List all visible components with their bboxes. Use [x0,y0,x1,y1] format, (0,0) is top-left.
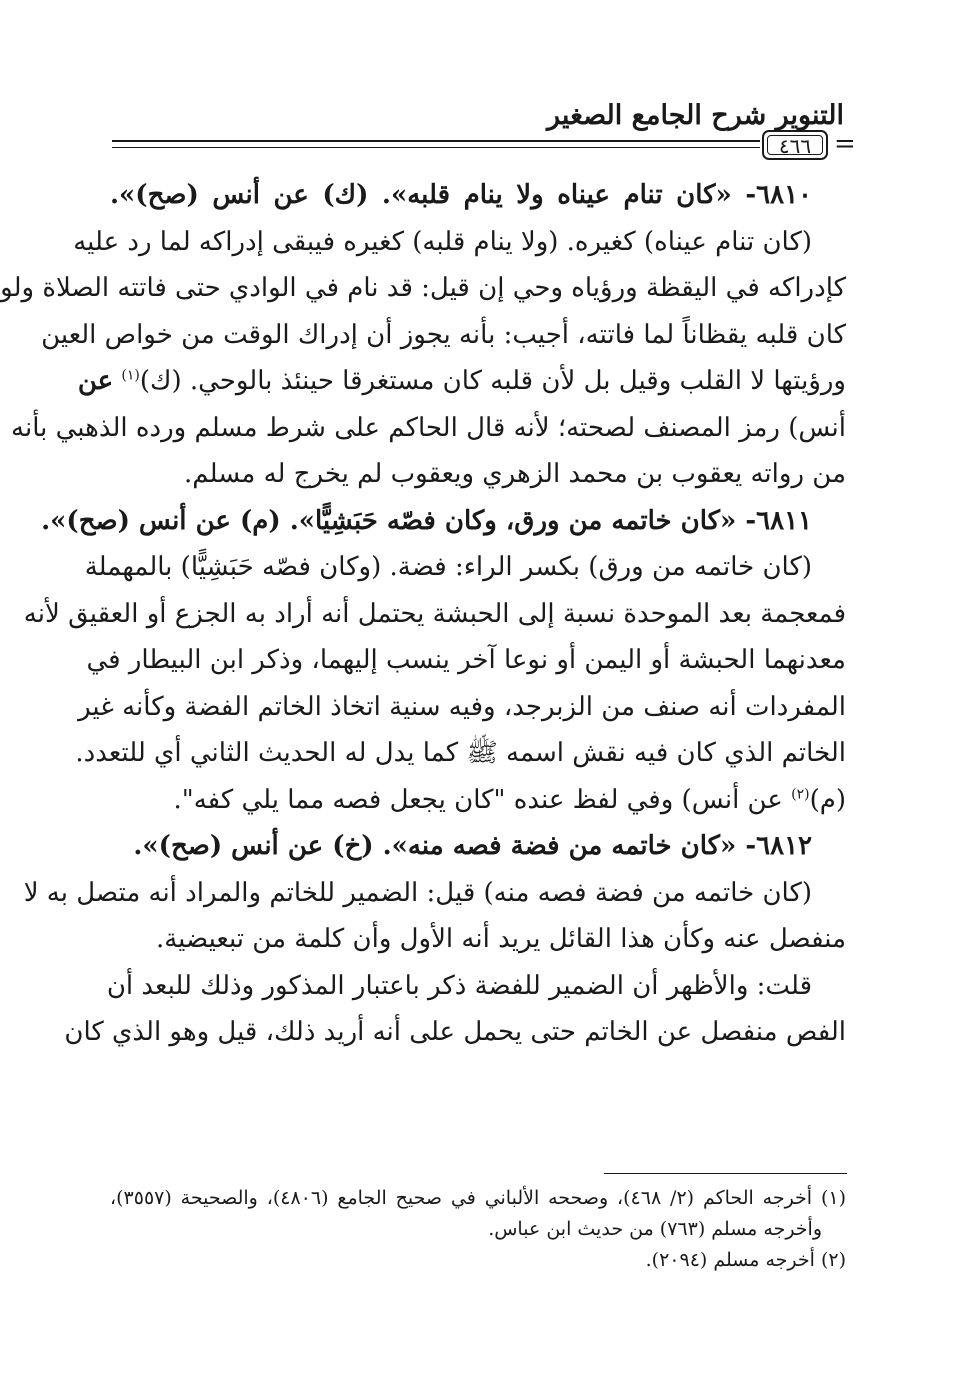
text-line: من رواته يعقوب بن محمد الزهري ويعقوب لم يخرج له مسلم. [184,459,846,489]
text-line: (كان تنام عيناه) كغيره. (ولا ينام قلبه) كغيره فيبقى إدراكه لما رد عليه [73,226,812,257]
hadith-heading-6810: ٦٨١٠- «كان تنام عيناه ولا ينام قلبه». (ك) عن أنس (صح)». [110,180,812,210]
hadith-heading-6811: ٦٨١١- «كان خاتمه من ورق، وكان فصّه حَبَشِيًّا». (م) عن أنس (صح)». [41,505,812,536]
main-text [0,172,846,1056]
text-line: كان قلبه يقظاناً لما فاتته، أجيب: بأنه يجوز أن إدراك الوقت من خواص العين [41,319,846,350]
text-line: فمعجمة بعد الموحدة نسبة إلى الحبشة يحتمل أنه أراد به الجزع أو العقيق لأنه [23,598,846,629]
text-line: أنس) رمز المصنف لصحته؛ لأنه قال الحاكم على شرط مسلم ورده الذهبي بأنه [11,412,846,443]
text-line [77,358,846,405]
text-segment: عن أنس) وفي لفظ عنده "كان يجعل فصه مما يلي كفه". [173,784,783,815]
book-page [2,0,959,1381]
text-segment: ورؤيتها لا القلب وقيل بل لأن قلبه كان مستغرقا حينئذ بالوحي. (ك) [139,366,846,396]
text-segment: عن [77,366,114,396]
page-number: ٤٦٦ [778,134,812,158]
text-line: (كان خاتمه من فضة فصه منه) قيل: الضمير للخاتم والمراد أنه متصل به لا [23,877,812,908]
footnote-marker: (٢) [791,785,810,802]
text-line: الخاتم الذي كان فيه نقش اسمه ﷺ كما يدل له الحديث الثاني أي للتعدد. [75,738,846,768]
text-line: قلت: والأظهر أن الضمير للفضة ذكر باعتبار المذكور وذلك للبعد أن [106,970,812,1001]
running-title: التنوير شرح الجامع الصغير [547,100,844,131]
text-line [110,777,846,824]
text-segment: (م) [809,784,846,815]
text-line: (كان خاتمه من ورق) بكسر الراء: فضة. (وكان فصّه حَبَشِيًّا) بالمهملة [84,552,812,582]
footnote-1: (١) أخرجه الحاكم (٢/ ٤٦٨)، وصححه الألباني في صحيح الجامع (٤٨٠٦)، والصحيحة (٣٥٥٧)، [110,1187,846,1209]
footnote-2: (٢) أخرجه مسلم (٢٠٩٤). [645,1249,846,1271]
text-line: الفص منفصل عن الخاتم حتى يحمل على أنه أريد ذلك، قيل وهو الذي كان [64,1017,846,1047]
footnote-separator [604,1173,847,1174]
footnotes [110,1183,846,1276]
header-rule-thin [112,147,760,148]
footnote-marker: (١) [121,367,140,384]
text-line: معدنهما الحبشة أو اليمن أو نوعا آخر ينسب إليهما، وذكر ابن البيطار في [86,645,846,675]
header-rule-thick [112,140,760,142]
page-number-frame [762,130,828,160]
hadith-heading-6812: ٦٨١٢- «كان خاتمه من فضة فصه منه». (خ) عن أنس (صح)». [133,831,812,861]
text-line: منفصل عنه وكأن هذا القائل يريد أنه الأول وأن كلمة من تبعيضية. [155,924,846,954]
text-line: كإدراكه في اليقظة ورؤياه وحي إن قيل: قد نام في الوادي حتى فاتته الصلاة ولو [0,273,846,303]
footnote-1-continuation: وأخرجه مسلم (٧٦٣) من حديث ابن عباس. [488,1218,822,1240]
header-mark: = [834,129,856,159]
text-line: المفردات أنه صنف من الزبرجد، وفيه سنية اتخاذ الخاتم الفضة وكأنه غير [78,691,846,722]
